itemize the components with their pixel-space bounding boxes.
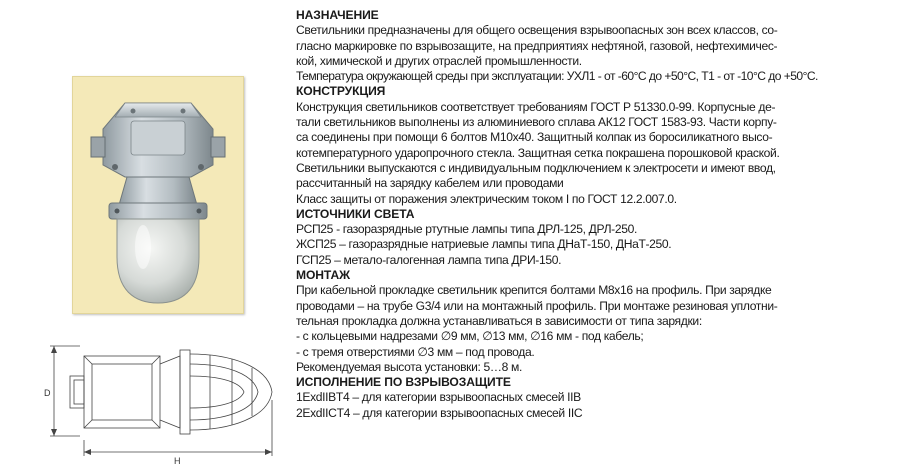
section-heading-purpose: НАЗНАЧЕНИЕ	[296, 8, 379, 22]
product-photo	[72, 76, 244, 314]
protection-line: 1ExdIIBT4 – для категории взрывоопасных смесей IIB	[296, 390, 581, 405]
construction-line: са соединены при помощи 6 болтов М10х40. Защитный колпак из боросиликатного высо-	[296, 130, 773, 145]
mounting-line: проводами – на трубе G3/4 или на монтажный профиль. При монтаже резиновая уплотни-	[296, 298, 778, 313]
dimension-d-label: D	[44, 388, 51, 398]
light-source-line: ГСП25 – метало-галогенная лампа типа ДРИ-150.	[296, 252, 562, 267]
dimension-h-label: H	[174, 456, 181, 466]
purpose-line: кой, химической и других отраслей промышленности.	[296, 53, 582, 68]
construction-line: котемпературного ударопрочного стекла. Защитная сетка покрашена порошковой краской.	[296, 145, 780, 160]
protection-line: 2ExdIICT4 – для категории взрывоопасных смесей IIC	[296, 405, 583, 420]
light-source-line: РСП25 - газоразрядные ртутные лампы типа ДРЛ-125, ДРЛ-250.	[296, 222, 637, 237]
spec-text	[296, 8, 902, 421]
construction-line: тали светильников выполнены из алюминиевого сплава АК12 ГОСТ 1583-93. Части корпу-	[296, 115, 777, 130]
purpose-line: Светильники предназначены для общего освещения взрывоопасных зон всех классов, со-	[296, 23, 778, 38]
construction-line: рассчитанный на зарядку кабелем или проводами	[296, 176, 564, 191]
section-heading-mounting: МОНТАЖ	[296, 268, 350, 283]
mounting-line: - с кольцевыми надрезами ∅9 мм, ∅13 мм, ∅16 мм - под кабель;	[296, 329, 644, 344]
mounting-line: Рекомендуемая высота установки: 5…8 м.	[296, 359, 522, 374]
mounting-line: При кабельной прокладке светильник крепится болтами М8х16 на профиль. При зарядке	[296, 283, 772, 298]
purpose-line: гласно маркировке по взрывозащите, на предприятиях нефтяной, газовой, нефтехимичес-	[296, 38, 778, 53]
construction-line: Светильники выпускаются с индивидуальным подключением к электросети и имеют ввод,	[296, 160, 776, 175]
dimension-drawing	[40, 340, 280, 468]
light-source-line: ЖСП25 – газоразрядные натриевые лампы типа ДНаТ-150, ДНаТ-250.	[296, 237, 672, 252]
mounting-line: тельная прокладка должна устанавливаться в зависимости от типа зарядки:	[296, 313, 702, 328]
purpose-line: Температура окружающей среды при эксплуатации: УХЛ1 - от -60°С до +50°С, Т1 - от -10°С до +50°С.	[296, 69, 818, 84]
section-heading-light-sources: ИСТОЧНИКИ СВЕТА	[296, 206, 415, 221]
section-heading-explosion-protection: ИСПОЛНЕНИЕ ПО ВЗРЫВОЗАЩИТЕ	[296, 375, 511, 390]
luminaire-photo-illustration	[73, 77, 243, 313]
construction-line: Конструкция светильников соответствует требованиям ГОСТ Р 51330.0-99. Корпусные де-	[296, 99, 776, 114]
mounting-line: - с тремя отверстиями ∅3 мм – под провода.	[296, 344, 535, 359]
construction-line: Класс защиты от поражения электрическим током I по ГОСТ 12.2.007.0.	[296, 191, 677, 206]
section-heading-construction: КОНСТРУКЦИЯ	[296, 84, 386, 99]
